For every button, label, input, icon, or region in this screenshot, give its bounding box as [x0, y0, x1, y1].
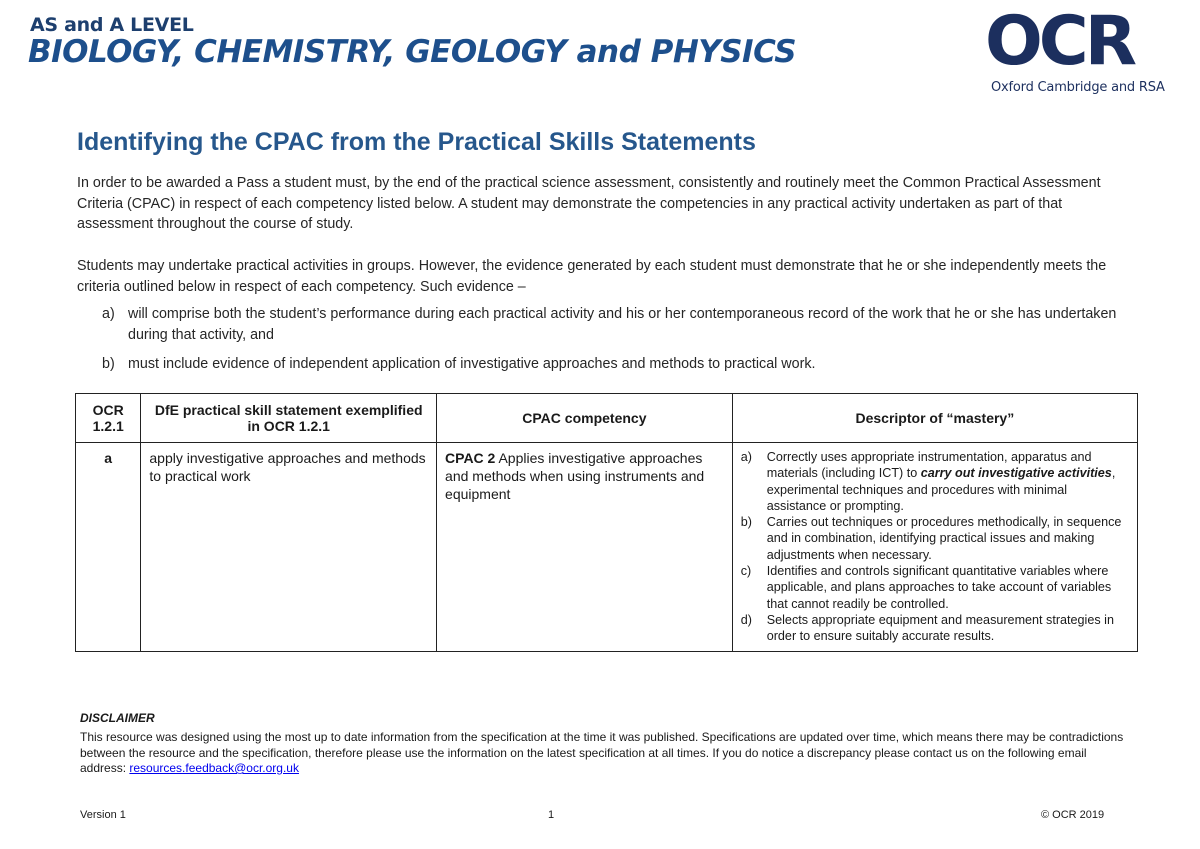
intro-paragraph-1: In order to be awarded a Pass a student must, by the end of the practical science assessment, consistently and routinely meet the Common Practical Assessment Criteria (CPAC) in respect of each competency listed below. A student may demonstrate the competencies in any practical activity undertaken as part of that assessment throughout the course of study.: [77, 175, 1101, 232]
cpac-label: CPAC 2: [445, 450, 496, 466]
logo-wordmark: OCR: [985, 2, 1134, 81]
intro-paragraph-2: Students may undertake practical activities in groups. However, the evidence generated by each student must demonstrate that he or she independently meets the criteria outlined below in respect of each competency. Such evidence –: [77, 258, 1107, 295]
list-item-text: must include evidence of independent application of investigative approaches and methods to practical work.: [128, 356, 816, 372]
list-marker: b): [740, 515, 752, 530]
cpac-table: [75, 393, 1138, 652]
cpac-text: Applies investigative approaches and methods when using instruments and equipment: [445, 450, 705, 502]
page-title: Identifying the CPAC from the Practical Skills Statements: [77, 128, 756, 156]
table-header-row: [76, 394, 1138, 443]
descriptor-item: [741, 563, 1129, 612]
footer-version: Version 1: [80, 809, 126, 821]
subjects-heading: BIOLOGY, CHEMISTRY, GEOLOGY and PHYSICS: [28, 34, 797, 70]
list-marker: a): [102, 306, 115, 322]
level-heading: AS and A LEVEL: [30, 14, 194, 36]
descriptor-text: Correctly uses appropriate instrumentation, apparatus and materials (including ICT) to: [766, 450, 1092, 481]
row-descriptors: [732, 443, 1137, 652]
disclaimer-text: [80, 730, 1130, 777]
disclaimer-heading: DISCLAIMER: [80, 711, 155, 725]
footer-page-number: 1: [548, 809, 555, 821]
list-item-text: will comprise both the student’s performance during each practical activity and his or her contemporaneous record of the work that he or she has undertaken during that activity, and: [128, 306, 1117, 343]
row-statement: apply investigative approaches and methods to practical work: [141, 443, 437, 652]
descriptor-text: Identifies and controls significant quantitative variables where applicable, and plans approaches to take account of variables that cannot readily be controlled.: [766, 564, 1112, 611]
descriptor-item: [741, 612, 1129, 645]
footer-copyright: © OCR 2019: [1041, 809, 1105, 821]
evidence-item-b: [102, 354, 1122, 376]
header-ocr: OCR 1.2.1: [76, 394, 141, 443]
evidence-item-a: [102, 304, 1122, 346]
row-key: a: [76, 443, 141, 652]
descriptor-text: Carries out techniques or procedures methodically, in sequence and in combination, identifying practical issues and making adjustments when necessary.: [766, 515, 1122, 562]
list-marker: a): [740, 450, 752, 464]
list-marker: d): [740, 612, 752, 627]
list-marker: c): [740, 564, 752, 579]
descriptor-list: [741, 449, 1129, 645]
list-marker: b): [102, 356, 115, 372]
descriptor-text: Selects appropriate equipment and measurement strategies in order to ensure suitably accurate results.: [766, 612, 1114, 644]
descriptor-text: , experimental techniques and procedures with minimal assistance or prompting.: [766, 466, 1116, 513]
descriptor-emphasis: carry out investigative activities: [920, 466, 1112, 481]
header-descriptor: Descriptor of “mastery”: [732, 394, 1137, 443]
disclaimer-body: This resource was designed using the most up to date information from the specification at the time it was published. Specifications are updated over time, which means there may be contradictions between the resource and the specification, therefore please use the information on the latest specification at all times. If you do notice a discrepancy please contact us on the following email address:: [80, 730, 1124, 775]
descriptor-item: [741, 449, 1129, 514]
logo-subtitle: Oxford Cambridge and RSA: [991, 80, 1165, 95]
row-cpac: [437, 443, 733, 652]
ocr-logo: [985, 2, 1165, 102]
header-dfe-statement: DfE practical skill statement exemplified in OCR 1.2.1: [141, 394, 437, 443]
feedback-email-link[interactable]: resources.feedback@ocr.org.uk: [129, 761, 299, 775]
table-row: [76, 443, 1138, 652]
header-cpac-competency: CPAC competency: [437, 394, 733, 443]
descriptor-item: [741, 514, 1129, 563]
